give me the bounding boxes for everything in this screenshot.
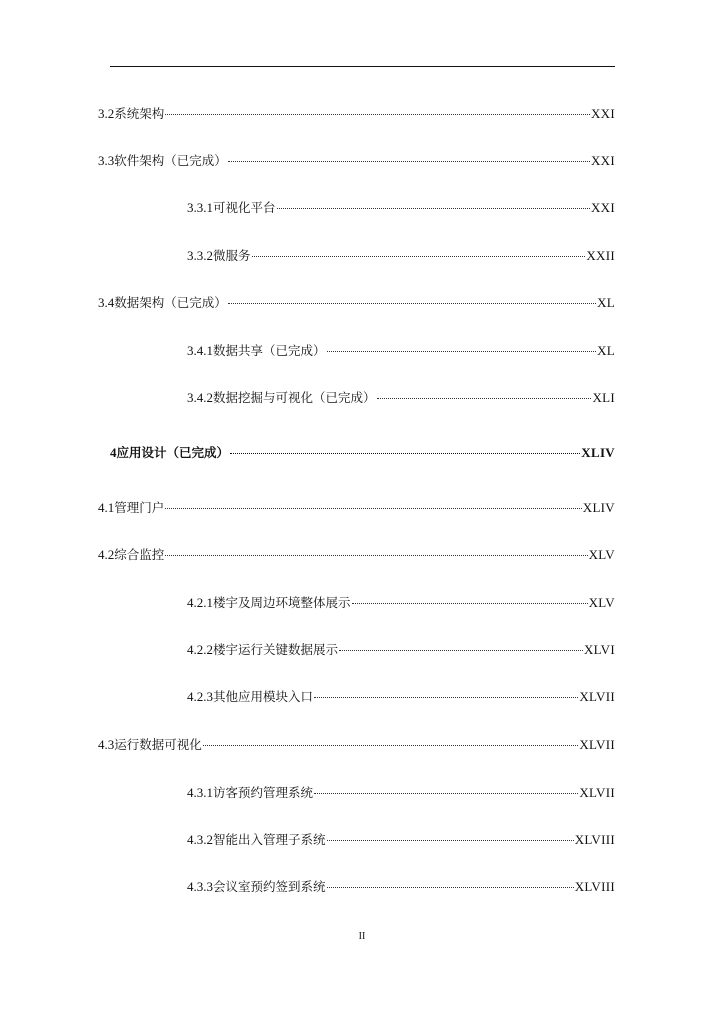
toc-entry-title: 管理门户 xyxy=(114,500,165,515)
toc-entry-page: XLIV xyxy=(582,500,615,515)
toc-entry-title: 运行数据可视化 xyxy=(114,737,202,752)
toc-entry-title: 综合监控 xyxy=(114,547,165,562)
toc-entry-number: 3.3 xyxy=(98,153,115,168)
toc-entry-page: XLVII xyxy=(579,689,615,704)
toc-entry-title: 应用设计（已完成） xyxy=(116,445,230,460)
toc-entry-number: 4.3 xyxy=(98,737,115,752)
toc-entry-number: 4.2 xyxy=(98,547,115,562)
toc-entry-page: XLVIII xyxy=(574,832,615,847)
toc-entry-4[interactable] xyxy=(110,445,615,461)
toc-entry-page: XLVI xyxy=(583,642,615,657)
toc-entry-page: XLVII xyxy=(579,785,615,800)
toc-entry-number: 4.3.3 xyxy=(187,879,213,894)
toc-entry-title: 智能出入管理子系统 xyxy=(213,832,326,847)
toc-entry-page: XLVII xyxy=(579,737,615,752)
toc-entry-3-3-1[interactable] xyxy=(187,200,615,216)
toc-entry-page: XXI xyxy=(590,153,615,168)
toc-entry-page: XXII xyxy=(586,248,615,263)
toc-entry-number: 4.2.3 xyxy=(187,689,213,704)
toc-entry-page: XLV xyxy=(588,547,615,562)
dot-leader xyxy=(228,160,590,162)
toc-entry-3-4-2[interactable] xyxy=(187,390,615,406)
toc-entry-4-1[interactable] xyxy=(98,500,615,516)
toc-entry-page: XLIV xyxy=(581,445,615,460)
toc-entry-4-2-2[interactable] xyxy=(187,642,615,658)
dot-leader xyxy=(203,744,579,746)
toc-entry-title: 数据共享（已完成） xyxy=(213,343,326,358)
toc-entry-number: 4.3.2 xyxy=(187,832,213,847)
toc-entry-4-2-1[interactable] xyxy=(187,595,615,611)
toc-entry-number: 3.4.2 xyxy=(187,390,213,405)
toc-entry-page: XXI xyxy=(590,200,615,215)
toc-entry-title: 系统架构 xyxy=(114,106,165,121)
dot-leader xyxy=(165,507,581,509)
toc-entry-number: 4.3.1 xyxy=(187,785,213,800)
toc-entry-3-3-2[interactable] xyxy=(187,248,615,264)
dot-leader xyxy=(165,554,587,556)
toc-entry-title: 数据挖掘与可视化（已完成） xyxy=(213,390,376,405)
dot-leader xyxy=(327,350,597,352)
toc-entry-number: 3.2 xyxy=(98,106,115,121)
toc-entry-title: 楼宇及周边环境整体展示 xyxy=(213,595,351,610)
dot-leader xyxy=(314,792,578,794)
toc-entry-page: XLV xyxy=(588,595,615,610)
dot-leader xyxy=(228,302,596,304)
toc-entry-4-3-1[interactable] xyxy=(187,785,615,801)
dot-leader xyxy=(339,649,583,651)
toc-entry-3-3[interactable] xyxy=(98,153,615,169)
toc-entry-number: 4 xyxy=(110,445,117,460)
toc-entry-number: 3.3.1 xyxy=(187,200,213,215)
dot-leader xyxy=(327,839,574,841)
toc-entry-page: XL xyxy=(597,343,615,358)
dot-leader xyxy=(327,886,574,888)
toc-entry-number: 4.2.2 xyxy=(187,642,213,657)
toc-entry-title: 可视化平台 xyxy=(213,200,276,215)
toc-entry-title: 会议室预约签到系统 xyxy=(213,879,326,894)
toc-entry-4-2[interactable] xyxy=(98,547,615,563)
toc-entry-title: 楼宇运行关键数据展示 xyxy=(213,642,339,657)
dot-leader xyxy=(352,602,588,604)
toc-entry-title: 访客预约管理系统 xyxy=(213,785,314,800)
toc-entry-page: XLVIII xyxy=(574,879,615,894)
dot-leader xyxy=(252,255,586,257)
toc-entry-page: XXI xyxy=(590,106,615,121)
dot-leader xyxy=(314,696,578,698)
toc-entry-3-4[interactable] xyxy=(98,295,615,311)
toc-entry-4-3-3[interactable] xyxy=(187,879,615,895)
toc-entry-number: 3.4 xyxy=(98,295,115,310)
toc-entry-page: XLI xyxy=(592,390,615,405)
toc-entry-4-3[interactable] xyxy=(98,737,615,753)
toc-entry-3-4-1[interactable] xyxy=(187,343,615,359)
toc-entry-4-3-2[interactable] xyxy=(187,832,615,848)
page-number: II xyxy=(358,931,366,942)
dot-leader xyxy=(377,397,592,399)
toc-entry-title: 软件架构（已完成） xyxy=(114,153,227,168)
toc-entry-number: 4.1 xyxy=(98,500,115,515)
toc-entry-4-2-3[interactable] xyxy=(187,689,615,705)
toc-entry-number: 3.4.1 xyxy=(187,343,213,358)
toc-entry-number: 3.3.2 xyxy=(187,248,213,263)
toc-entry-3-2[interactable] xyxy=(98,106,615,122)
dot-leader xyxy=(230,452,580,454)
toc-entry-title: 数据架构（已完成） xyxy=(114,295,227,310)
toc-entry-title: 其他应用模块入口 xyxy=(213,689,314,704)
toc-entry-page: XL xyxy=(597,295,615,310)
dot-leader xyxy=(277,207,590,209)
toc-entry-title: 微服务 xyxy=(213,248,251,263)
toc-entry-number: 4.2.1 xyxy=(187,595,213,610)
dot-leader xyxy=(165,113,590,115)
